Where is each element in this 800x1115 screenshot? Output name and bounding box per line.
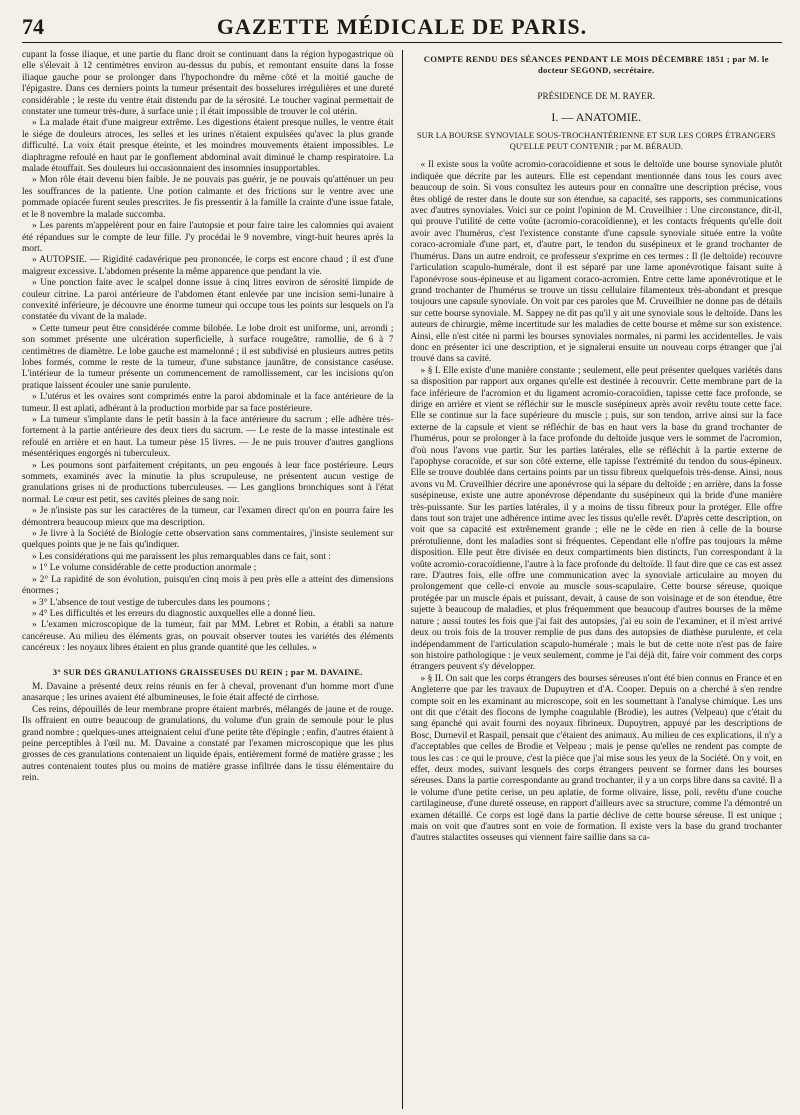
paragraph: » AUTOPSIE. — Rigidité cadavérique peu prononcée, le corps est encore chaud ; il est d'une maigreur excessive. L'abdomen présente la même apparence que pendant la vie. (22, 255, 394, 277)
paragraph: » L'utérus et les ovaires sont comprimés entre la paroi abdominale et la face antérieure de la tumeur. Il est aplati, adhérant à la production morbide par sa face postérieure. (22, 392, 394, 414)
page-number: 74 (22, 14, 44, 39)
paragraph: cupant la fosse iliaque, et une partie du flanc droit se continuant dans la région hypogastrique où elle s'élevait à 12 centimètres environ au-dessus du pubis, et remontant ensuite dans la fosse iliaque gauche pour se prolonger dans l'hypochondre du même côté et la moitié gauche de l'épigastre. Dans ces derniers points la tumeur présentait des bosselures irrégulières et une dureté considérable ; le reste du ventre était distendu par de la sérosité. Le toucher vaginal permettait de constater une tumeur très-dure, à surface unie ; il était impossible de trouver le col utérin. (22, 50, 394, 118)
paragraph: » Une ponction faite avec le scalpel donne issue à cinq litres environ de sérosité limpide de couleur citrine. La paroi antérieure de l'abdomen étant enlevée par une incision semi-lunaire à convexité inférieure, je découvre une énorme tumeur qui occupe tous les points sur lesquels on l'a constatée du vivant de la malade. (22, 278, 394, 323)
section-title: I. — ANATOMIE. (551, 110, 642, 125)
paragraph: » Cette tumeur peut être considérée comme bilobée. Le lobe droit est uniforme, uni, arrondi ; son sommet présente une ulcération superficielle, à surface rougeâtre, ramollie, de 6 à 7 centimètres de diamètre. Le lobe gauche est mamelonné ; il est subdivisé en plusieurs autres petits lobes formés, comme le reste de la tumeur, d'une substance jaunâtre, de consistance caséuse. L'intérieur de la tumeur présente un commencement de ramollissement, car les incisions qu'on pratique laissent écouler une sanie purulente. (22, 323, 394, 391)
paragraph: » Je livre à la Société de Biologie cette observation sans commentaires, j'insiste seulement sur quelques points que je ne fais qu'indiquer. (22, 529, 394, 551)
text-columns (22, 50, 782, 1109)
paragraph: » Les poumons sont parfaitement crépitants, un peu engoués à leur face postérieure. Leurs sommets, examinés avec la minutie la plus scrupuleuse, ne présentent aucun vestige de granulations grises ni de productions tuberculeuses. — Les ganglions bronchiques sont à l'état normal. Le cœur est petit, ses cavités pleines de sang noir. (22, 460, 394, 505)
presidency-line: PRÉSIDENCE DE M. RAYER. (537, 90, 656, 101)
paragraph: » 2° La rapidité de son évolution, puisqu'en cinq mois à peu près elle a atteint des dimensions énormes ; (22, 574, 394, 597)
paragraph: » Les considérations qui me paraissent les plus remarquables dans ce fait, sont : (32, 551, 331, 562)
paragraph: « Il existe sous la voûte acromio-coracoïdienne et sous le deltoïde une bourse synoviale plutôt indiquée que décrite par les auteurs. Elle est cependant mentionnée dans tous les cours avec beaucoup de soin. Si vous consultez les auteurs pour en connaître une description précise, vous êtes obligé de rester dans le doute sur son étendue, sa capacité, ses rapports, ses communications avec d'autres synoviales. Voici sur ce point l'opinion de M. Cruveilhier : Une circonstance, dit-il, qui prouve l'utilité de cette voûte (acromio-coracoïdienne), et les contacts fréquents qu'elle doit avoir avec l'humérus, c'est l'existence constante d'une capsule synoviale située entre la voûte coraco-acromiale d'une part, et, d'autre part, le tendon du susépineux et le grand trochanter de l'humérus. Dans un autre endroit, ce professeur s'exprime en ces termes : Il (le deltoïde) recouvre l'articulation scapulo-humérale, dont il est séparé par une lame aponévrotique faisant suite à l'aponévrose sous-épineuse et au ligament coraco-acromien. Entre cette lame aponévrotique et le grand trochanter de l'humérus se trouve un tissu cellulaire filamenteux très-abondant et presque toujours une capsule synoviale. On voit par ces paroles que M. Cruveilhier ne donne pas de détails sur cette bourse synoviale. M. Sappey ne dit pas qu'il y ait une synoviale sous le deltoïde. Dans les auteurs de chirurgie, même incertitude sur les maladies de cette bourse et même sur son existence. Ainsi, elle n'est citée ni parmi les bourses synoviales normales, ni parmi les accidentelles. Je vais donc en présenter ici une description, et je signalerai ensuite un nouveau corps étranger que j'ai trouvé dans sa cavité. (410, 160, 782, 365)
paragraph: » La tumeur s'implante dans le petit bassin à la face antérieure du sacrum ; elle adhère très-fortement à la partie antérieure des deux tiers du sacrum. — Le reste de la masse intestinale est refoulé en arrière et en haut. La tumeur pèse 15 livres. — Je ne puis trouver d'autres ganglions mésentériques engorgés ni tuberculeux. (22, 415, 394, 460)
page-header (22, 0, 782, 42)
section-heading: COMPTE RENDU DES SÉANCES PENDANT LE MOIS DÉCEMBRE 1851 ; par M. le docteur SEGOND, secrétaire. (423, 54, 769, 76)
paragraph: » La malade était d'une maigreur extrême. Les digestions étaient presque nulles, le ventre était le siége de douleurs atroces, les selles et les urines n'étaient expulsées qu'avec la plus grande difficulté. La voix était presque éteinte, et les moindres mouvements étaient impossibles. Le diaphragme refoulé en haut par le gonflement abdominal avait diminué le champ respiratoire. La malade étouffait. Ses douleurs lui occasionnaient des insomnies insupportables. (22, 118, 394, 175)
column-divider (402, 50, 403, 1109)
paragraph: » 1° Le volume considérable de cette production anormale ; (32, 563, 257, 574)
paragraph: » 4° Les difficultés et les erreurs du diagnostic auxquelles elle a donné lieu. (32, 608, 316, 619)
paragraph: » Mon rôle était devenu bien faible. Je ne pouvais pas guérir, je ne pouvais qu'atténuer un peu les souffrances de la patiente. Une potion calmante et des frictions sur le ventre avec une pommade opiacée furent seules prescrites. Je fis pressentir à la famille la crainte d'une issue fatale, et le 8 novembre la malade succomba. (22, 175, 394, 220)
paragraph: » § II. On sait que les corps étrangers des bourses séreuses n'ont été bien connus en France et en Angleterre que par les travaux de Dupuytren et d'A. Cooper. Depuis on a cherché à s'en rendre compte soit en les examinant au microscope, soit en les soumettant à l'analyse chimique. Les uns ont dit que c'était des flocons de lymphe coagulable (Brodie), les autres (Velpeau) que c'était du sang épanché qui avait fourni des noyaux fibrineux. Dupuytren, appuyé par les descriptions de Bosc, Durnevil et Raspail, pensait que c'étaient des animaux. Au milieu de ces explications, il n'y a d'acceptables que celles de Brodie et Velpeau ; mais je pense qu'elles ne rendent pas compte de tous les cas : ce qui le prouve, c'est la pièce que j'ai mise sous les yeux de la Société. On y voit, en effet, deux modes, suivant lesquels des corps étrangers peuvent se former dans les bourses séreuses. Dans la partie correspondante au grand trochanter, il y a un corps libre dans sa cavité. Il a le volume d'une petite cerise, un peu aplatie, de forme olivaire, lisse, poli, revêtu d'une couche cartilagineuse, d'une dureté osseuse, en rapport d'ailleurs avec sa structure, comme l'a démontré un examen détaillé. Ce corps est logé dans la partie déclive de cette bourse séreuse. Il est unique ; mais on voit que d'autres sont en voie de formation. Il existe vers la base du grand trochanter d'autres stalactites osseuses qui viennent faire saillie dans sa ca- (410, 673, 782, 844)
right-column (411, 50, 783, 1109)
spacer (22, 655, 394, 663)
header-rule (22, 42, 782, 43)
section-heading: 3° SUR DES GRANULATIONS GRAISSEUSES DU REIN ; par M. DAVAINE. (52, 666, 363, 677)
paragraph: M. Davaine a présenté deux reins réunis en fer à cheval, provenant d'un homme mort d'une anasarque ; les urines avaient été albumineuses, le foie était affecté de cirrhose. (22, 681, 394, 704)
journal-title: GAZETTE MÉDICALE DE PARIS. (216, 14, 588, 39)
paragraph: Ces reins, dépouillés de leur membrane propre étaient marbrés, mélangés de jaune et de rouge. Ils offraient en outre beaucoup de granulations, du volume d'un grain de semoule pour le plus grand nombre ; quelques-unes atteignaient celui d'une petite tête d'épingle ; enfin, d'autres étaient à peine perceptibles à l'œil nu. M. Davaine a constaté par l'examen microscopique que les plus grosses de ces granulations contenaient un liquide épais, entièrement formé de matière grasse ; les autres contenaient toutes plus ou moins de matière grasse infiltrée dans le tissu élémentaire du rein. (22, 704, 394, 784)
left-column (22, 50, 394, 1109)
paragraph: » § I. Elle existe d'une manière constante ; seulement, elle peut présenter quelques variétés dans sa disposition par rapport aux organes qu'elle est destinée à recouvrir. Cette membrane part de la face inférieure de l'acromion et du ligament acromio-coracoïdien, tapisse cette face profonde, se dirige en arrière et vient se réfléchir sur le muscle susépineux après avoir revêtu toute cette face. Elle se continue sur la face supérieure du muscle ; puis, sur son tendon, arrive ainsi sur la face externe de la capsule et vient se réfléchir de bas en haut vers la base du grand trochanter de l'humérus, pour se prolonger à la face profonde du deltoïde jusque vers le sommet de l'acromion, d'où nous l'avons vue partir. Sur les parties latérales, elle se réfléchit à la partie externe de l'apophyse coracoïde, et sur son côté externe, elle tapisse l'extrémité du tendon du sous-épineux. Elle se trouve doublée dans certains points par un tissu fibreux quelquefois très-dense. Ainsi, nous avons vu M. Cruveilhier décrire une aponévrose qui la sépare du deltoïde ; en arrière, dans la fosse susépineuse, existe une autre aponévrose dépendante du susépineux qui la bride d'une manière très-puissante. Sur les parties latérales, il y a moins de tissu fibreux pour la protéger. Elle offre dans tout son trajet une adhérence intime avec les tissus qu'elle revêt. D'après cette description, on voit que sa capacité est extrêmement grande ; elle ne le cède en rien à celle de la bourse prérotulienne, dont les maladies sont si fréquentes. Cependant elle n'offre pas toujours la même disposition. Elle peut être divisée en deux compartiments bien distincts, l'un correspondant à la voûte acromio-coracoïdienne, l'autre à la face profonde du deltoïde. Il faut dire que ce cas est assez rare. D'autres fois, elle offre une communication avec la synoviale articulaire au moyen du prolongement que celle-ci envoie au muscle sous-scapulaire. Cette bourse séreuse, quoique protégée par un muscle épais et puissant, devait, à cause de son voisinage et de son étendue, être sujette à beaucoup de maladies, et plus fréquemment que beaucoup d'autres bourses de la même nature ; aussi toutes les fois que j'ai fait des autopsies, j'ai eu soin de l'examiner, et il m'est arrivé deux ou trois fois de la trouver remplie de pus dans des autopsies de diathèse purulente, et cela indépendamment de l'articulation scapulo-humérale ; mais le but de cette note n'est pas de faire son histoire pathologique : je veux seulement, comme je l'ai déjà dit, faire voir comment des corps étrangers peuvent s'y développer. (410, 365, 782, 673)
article-title: SUR LA BOURSE SYNOVIALE SOUS-TROCHANTÉRIENNE ET SUR LES CORPS ÉTRANGERS QU'ELLE PEUT CONTENIR ; par M. BÉRAUD. (416, 129, 776, 152)
paragraph: » 3° L'absence de tout vestige de tubercules dans les poumons ; (32, 597, 270, 608)
paragraph: » Les parents m'appelèrent pour en faire l'autopsie et pour faire taire les calomnies qui avaient été répandues sur le compte de leur fille. J'y procédai le 9 novembre, vingt-huit heures après la mort. (22, 221, 394, 254)
paragraph: » Je n'insiste pas sur les caractères de la tumeur, car l'examen direct qu'on en pourra faire les démontrera beaucoup mieux que ma description. (22, 506, 394, 528)
paragraph: » L'examen microscopique de la tumeur, fait par MM. Lebret et Robin, a établi sa nature cancéreuse. Au milieu des éléments gras, on pouvait observer toutes les variétés des éléments cancéreux : les noyaux libres étaient en plus grande quantité que les cellules. » (22, 620, 394, 654)
